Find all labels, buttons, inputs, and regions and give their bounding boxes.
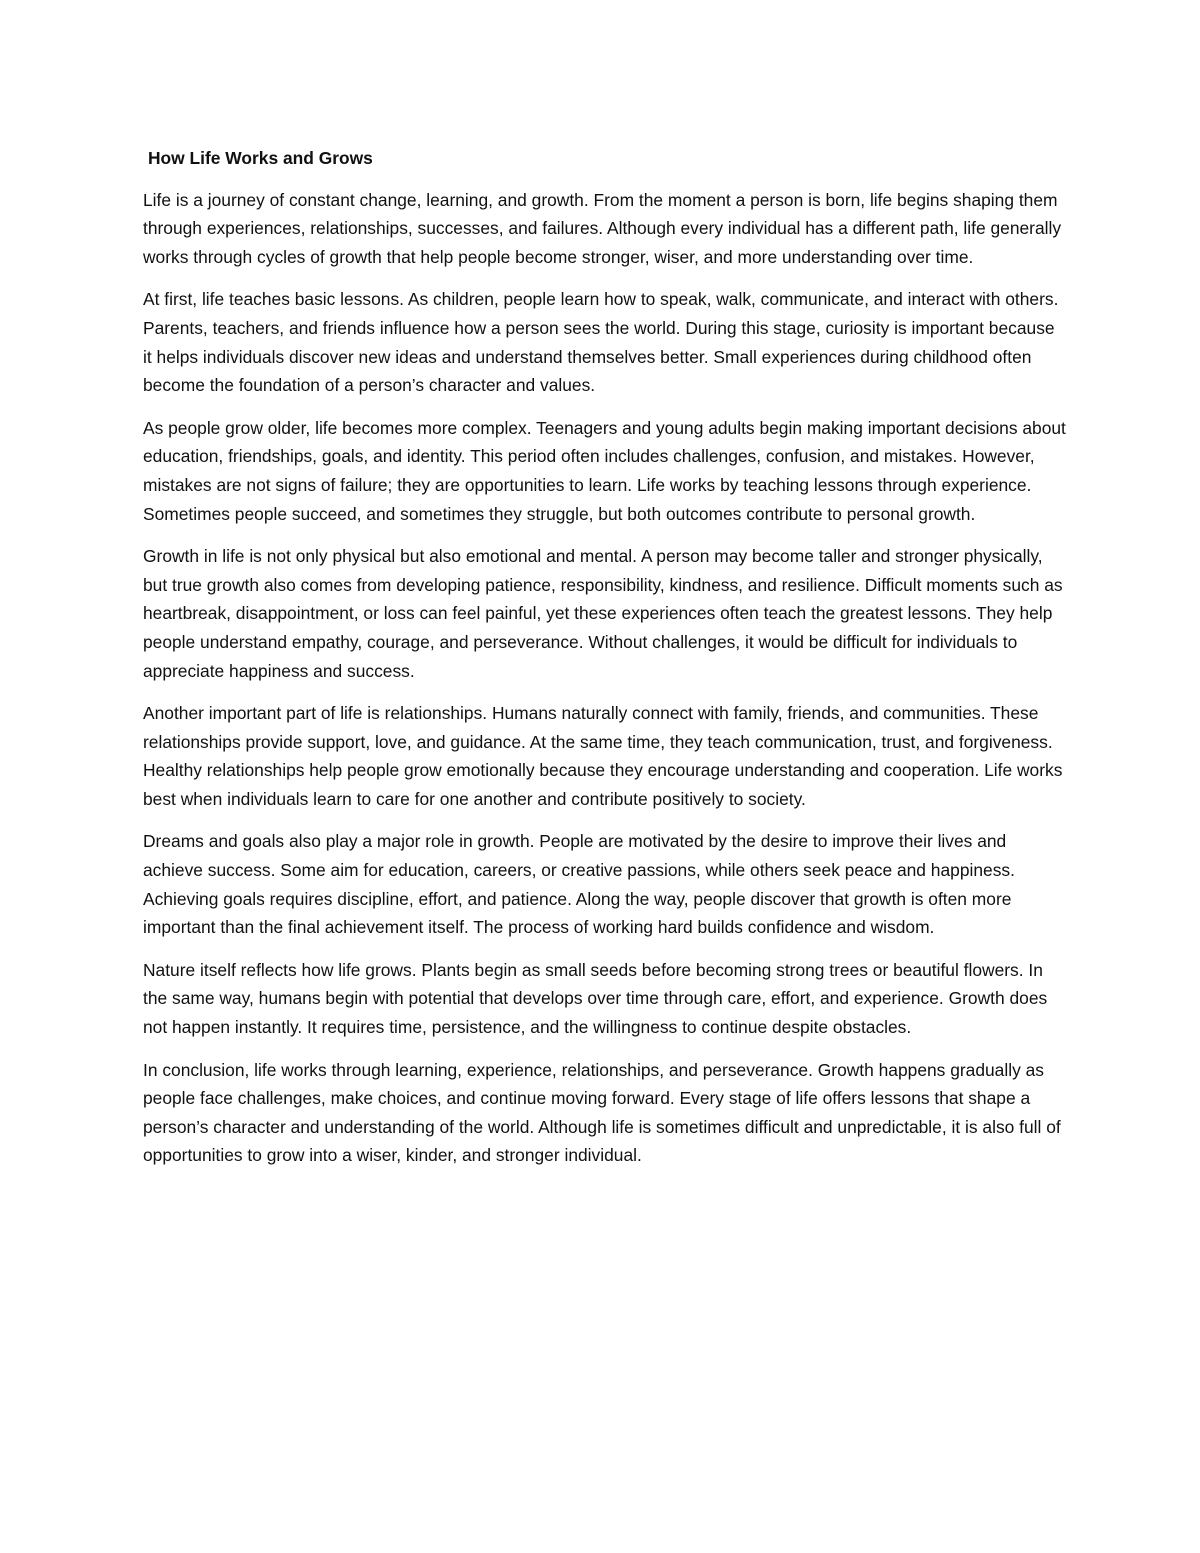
paragraph-childhood: At first, life teaches basic lessons. As children, people learn how to speak, walk, communicate, and interact with others. Parents, teachers, and friends influence how a person sees the world. During this stage, curiosity is important because it helps individuals discover new ideas and understand themselves better. Small experiences during childhood often become the foundation of a person’s character and values. (143, 289, 1059, 396)
paragraph-relationships: Another important part of life is relationships. Humans naturally connect with family, friends, and communities. These relationships provide support, love, and guidance. At the same time, they teach communication, trust, and forgiveness. Healthy relationships help people grow emotionally because they encourage understanding and cooperation. Life works best when individuals learn to care for one another and contribute positively to society. (143, 703, 1063, 809)
paragraph-intro: Life is a journey of constant change, learning, and growth. From the moment a person is born, life begins shaping them through experiences, relationships, successes, and failures. Although every individual has a different path, life generally works through cycles of growth that help people become stronger, wiser, and more understanding over time. (143, 189, 1062, 267)
paragraph-adolescence: As people grow older, life becomes more complex. Teenagers and young adults begin making important decisions about education, friendships, goals, and identity. This period often includes challenges, confusion, and mistakes. However, mistakes are not signs of failure; they are opportunities to learn. Life works by teaching lessons through experience. Sometimes people succeed, and sometimes they struggle, but both outcomes contribute to personal growth. (143, 417, 1066, 524)
paragraph-conclusion: In conclusion, life works through learning, experience, relationships, and perseverance. Growth happens gradually as people face challenges, make choices, and continue moving forward. Every stage of life offers lessons that shape a person’s character and understanding of the world. Although life is sometimes difficult and unpredictable, it is also full of opportunities to grow into a wiser, kinder, and stronger individual. (143, 1059, 1061, 1166)
paragraph-nature: Nature itself reflects how life grows. Plants begin as small seeds before becoming strong trees or beautiful flowers. In the same way, humans begin with potential that develops over time through care, effort, and experience. Growth does not happen instantly. It requires time, persistence, and the willingness to continue despite obstacles. (143, 959, 1048, 1038)
paragraph-dreams-goals: Dreams and goals also play a major role in growth. People are motivated by the desire to improve their lives and achieve success. Some aim for education, careers, or creative passions, while others seek peace and happiness. Achieving goals requires discipline, effort, and patience. Along the way, people discover that growth is often more important than the final achievement itself. The process of working hard builds confidence and wisdom. (143, 831, 1015, 938)
document-body (143, 144, 1068, 1184)
document-title: How Life Works and Grows (148, 148, 373, 168)
paragraph-emotional-growth: Growth in life is not only physical but also emotional and mental. A person may become taller and stronger physically, but true growth also comes from developing patience, responsibility, kindness, and resilience. Difficult moments such as heartbreak, disappointment, or loss can feel painful, yet these experiences often teach the greatest lessons. They help people understand empathy, courage, and perseverance. Without challenges, it would be difficult for individuals to appreciate happiness and success. (143, 546, 1063, 681)
